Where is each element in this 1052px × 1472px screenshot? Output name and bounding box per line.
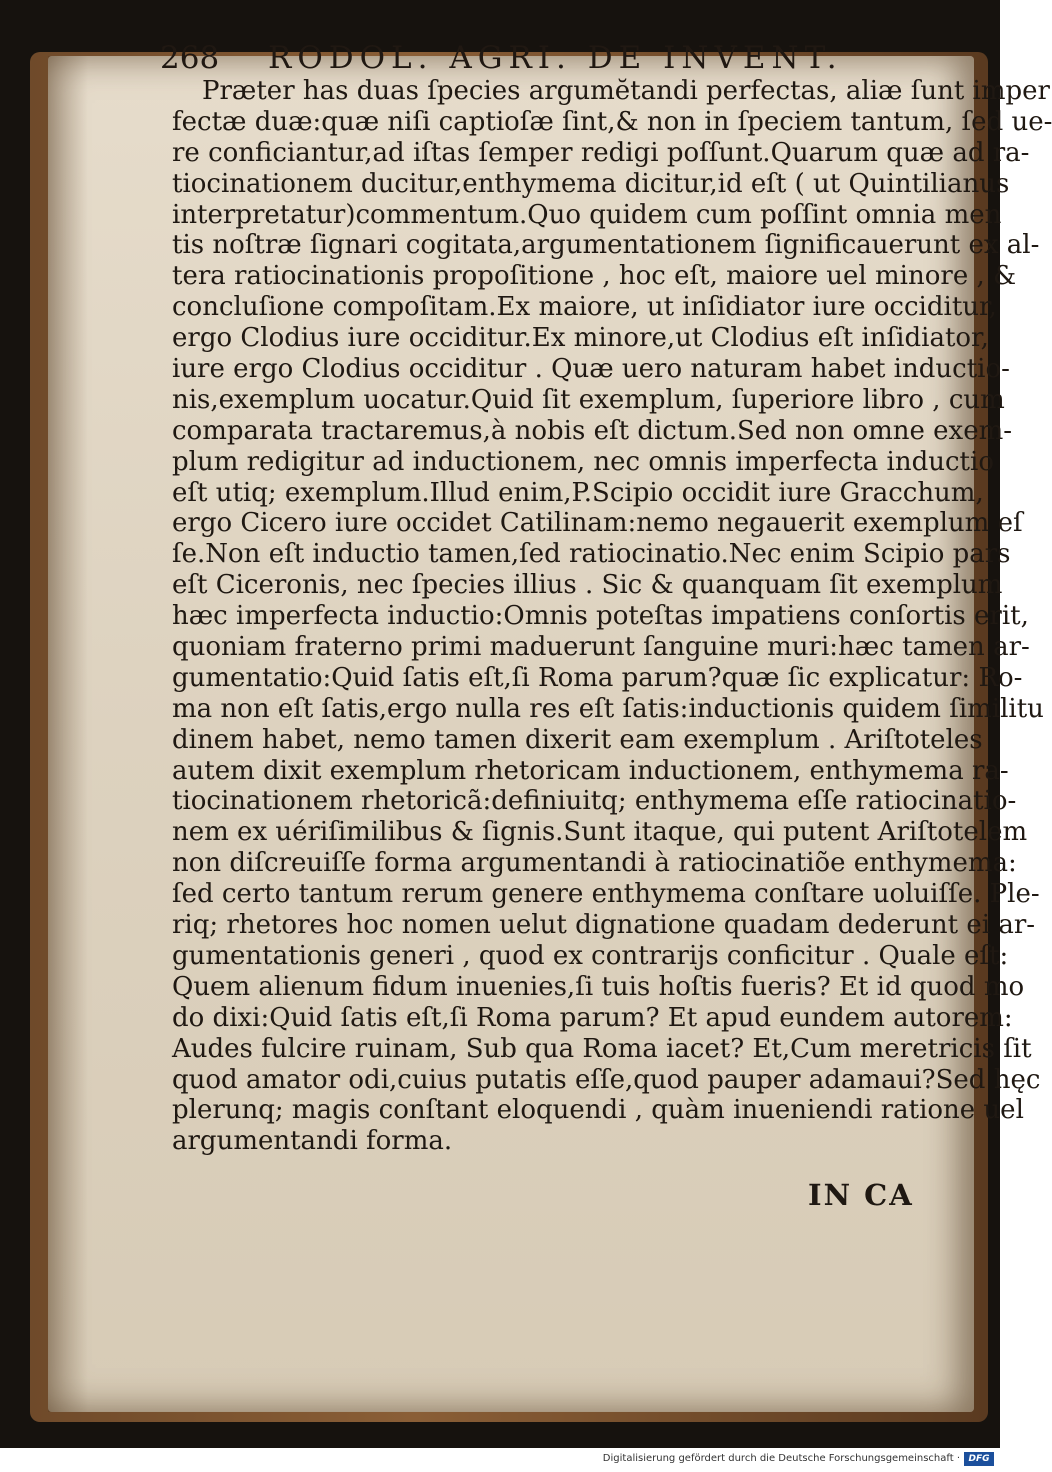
text-line: dinem habet, nemo tamen dixerit eam exemplum . Ariſtoteles bbox=[172, 724, 983, 755]
text-line: interpretatur)commentum.Quo quidem cum poſſint omnia men bbox=[172, 199, 1002, 230]
text-line: quoniam fraterno primi maduerunt ſanguine muri:hæc tamen ar- bbox=[172, 632, 1030, 663]
text-line: ſe.Non eſt inductio tamen,ſed ratiocinatio.Nec enim Scipio pars bbox=[172, 539, 1011, 570]
text-line: hæc imperfecta inductio:Omnis poteſtas impatiens conſortis erit, bbox=[172, 601, 1029, 632]
text-line: tera ratiocinationis propoſitione , hoc eſt, maiore uel minore , & bbox=[172, 261, 1017, 292]
text-line: ma non eſt ſatis,ergo nulla res eſt ſatis:inductionis quidem ſimilitu bbox=[172, 693, 1044, 724]
text-line: argumentandi forma. bbox=[172, 1126, 453, 1157]
text-line: iure ergo Clodius occiditur . Quæ uero naturam habet inductio- bbox=[172, 354, 1010, 385]
text-line: concluſione compoſitam.Ex maiore, ut inſidiator iure occiditur, bbox=[172, 292, 997, 323]
text-line: ſed certo tantum rerum genere enthymema conſtare uoluiſſe. Ple- bbox=[172, 879, 1040, 910]
text-line: quod amator odi,cuius putatis eſſe,quod pauper adamaui?Sed hęc bbox=[172, 1064, 1041, 1095]
page-number: 268 bbox=[160, 40, 220, 76]
text-line: tiocinationem rhetoricã:definiuitq; enthymema eſſe ratiocinatio- bbox=[172, 786, 1017, 817]
gutter-shadow bbox=[48, 56, 88, 1412]
text-line: eſt Ciceronis, nec ſpecies illius . Sic & quanquam ſit exemplum bbox=[172, 570, 1003, 601]
text-line: nem ex uériſimilibus & ſignis.Sunt itaque, qui putent Ariſtotelem bbox=[172, 817, 1028, 848]
text-line: comparata tractaremus,à nobis eſt dictum.Sed non omne exem- bbox=[172, 415, 1013, 446]
text-line: tiocinationem ducitur,enthymema dicitur,id eſt ( ut Quintilianus bbox=[172, 168, 1010, 199]
text-line: do dixi:Quid ſatis eſt,ſi Roma parum? Et apud eundem autorem: bbox=[172, 1002, 1013, 1033]
text-line: autem dixit exemplum rhetoricam inductionem, enthymema ra- bbox=[172, 755, 1009, 786]
text-line: tis noſtræ ſignari cogitata,argumentationem ſignificauerunt ex al- bbox=[172, 230, 1040, 261]
text-line: Quem alienum fidum inuenies,ſi tuis hoſtis fueris? Et id quod mo bbox=[172, 971, 1025, 1002]
footer-bar bbox=[0, 1448, 1000, 1472]
running-head: RODOL. AGRI. DE INVENT. bbox=[268, 40, 843, 76]
text-line: gumentatio:Quid ſatis eſt,ſi Roma parum?quæ ſic explicatur: Ro- bbox=[172, 662, 1023, 693]
text-line: fectæ duæ:quæ niſi captioſæ ſint,& non in ſpeciem tantum, ſed ue- bbox=[172, 106, 1052, 137]
page-header bbox=[160, 40, 920, 80]
dfg-logo-icon: DFG bbox=[964, 1452, 994, 1466]
funding-credit: Digitalisierung gefördert durch die Deutsche Forschungsgemeinschaft · bbox=[602, 1453, 960, 1464]
text-line: non diſcreuiſſe forma argumentandi à ratiocinatiõe enthymema: bbox=[172, 848, 1017, 879]
text-line: nis,exemplum uocatur.Quid ſit exemplum, ſuperiore libro , cum bbox=[172, 384, 1005, 415]
text-line: plerunq; magis conſtant eloquendi , quàm inueniendi ratione uel bbox=[172, 1095, 1024, 1126]
text-line: ergo Cicero iure occidet Catilinam:nemo negauerit exemplum eſ bbox=[172, 508, 1023, 539]
text-line: eſt utiq; exemplum.Illud enim,P.Scipio occidit iure Gracchum, bbox=[172, 477, 984, 508]
text-line: riq; rhetores hoc nomen uelut dignatione quadam dederunt ei ar- bbox=[172, 910, 1036, 941]
body-text bbox=[172, 76, 1052, 1157]
catchword: IN CA bbox=[808, 1178, 914, 1212]
text-line: Præter has duas ſpecies argumĕtandi perfectas, aliæ ſunt imper bbox=[202, 76, 1050, 106]
text-line: ergo Clodius iure occiditur.Ex minore,ut Clodius eſt inſidiator, bbox=[172, 323, 989, 354]
text-line: re conficiantur,ad iſtas ſemper redigi poſſunt.Quarum quæ ad ra- bbox=[172, 137, 1030, 168]
text-line: gumentationis generi , quod ex contrarijs conficitur . Quale eſt: bbox=[172, 940, 1009, 971]
text-line: plum redigitur ad inductionem, nec omnis imperfecta inductio bbox=[172, 446, 994, 477]
text-line: Audes fulcire ruinam, Sub qua Roma iacet? Et,Cum meretricis ſit bbox=[172, 1033, 1032, 1064]
